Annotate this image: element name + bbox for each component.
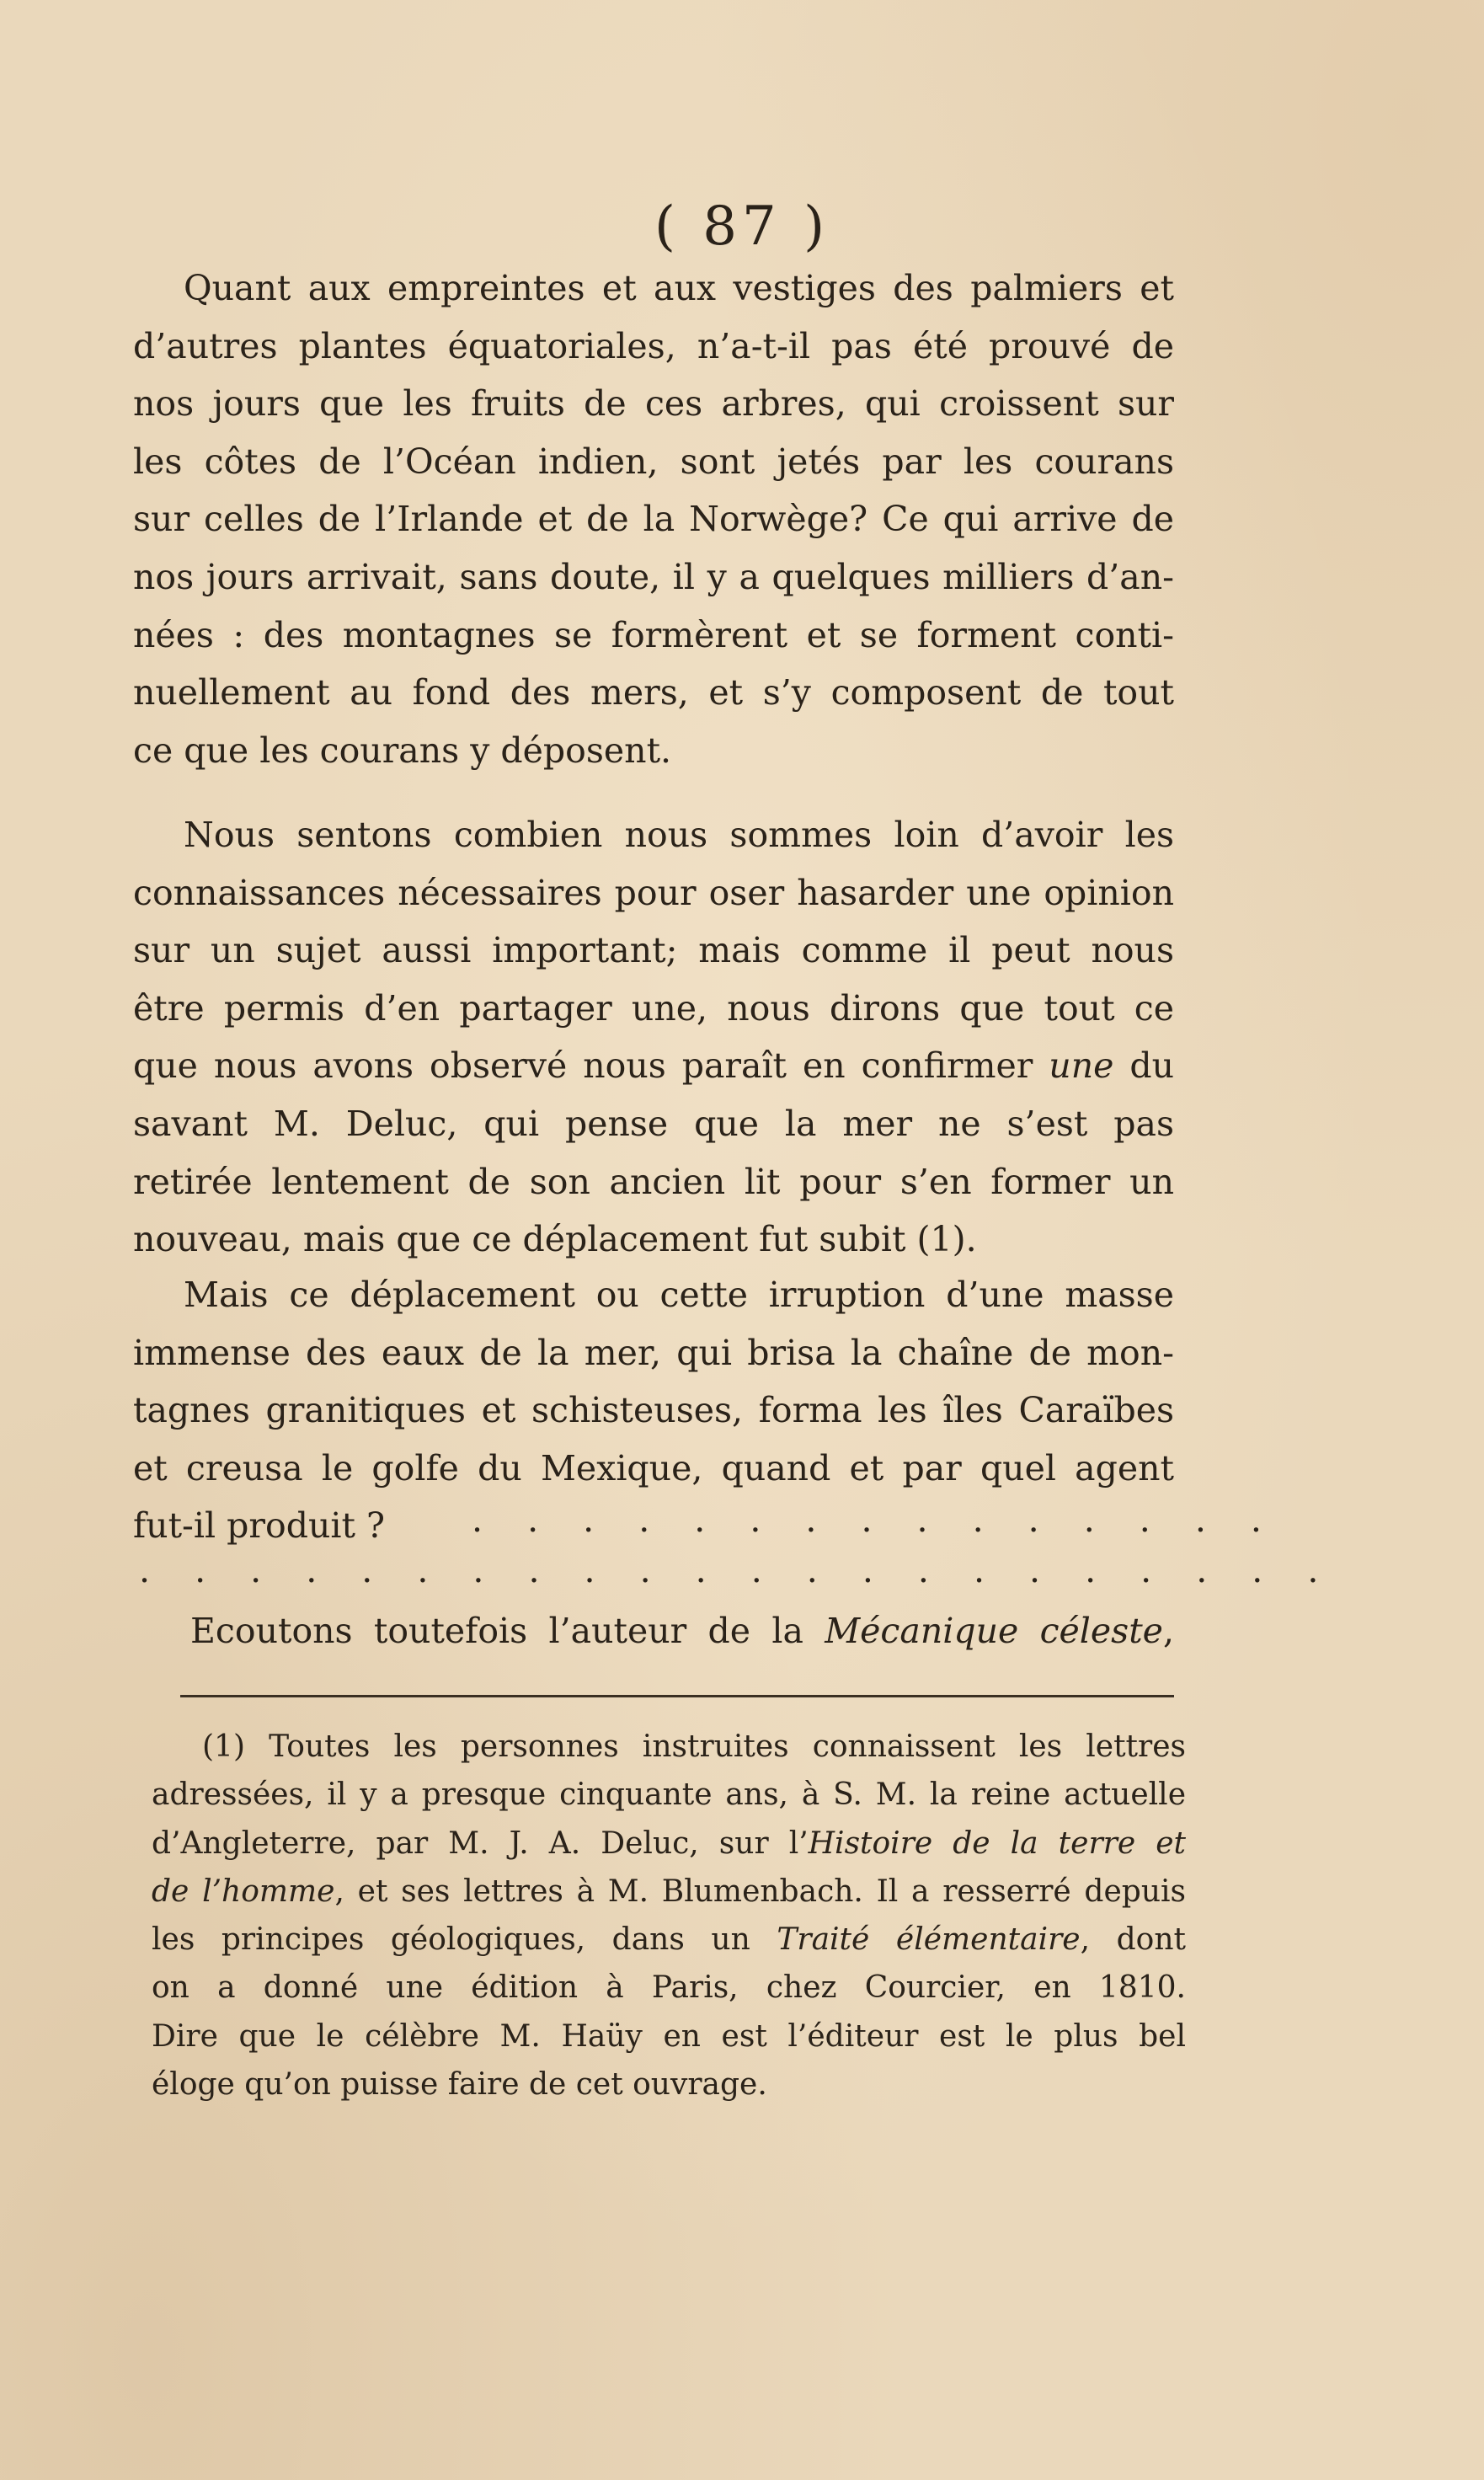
text-span: , et ses lettres à M. Blumenbach. Il a resserré depuis (334, 1873, 1186, 1909)
footnote-line: (1) Toutes les personnes instruites connaissent les lettres (202, 1729, 1186, 1764)
text-line: sur un sujet aussi important; mais comme il peut nous (133, 930, 1174, 971)
italic-title: de l’homme (152, 1873, 335, 1909)
footnote-line: éloge qu’on puisse faire de cet ouvrage. (152, 2067, 767, 2103)
text-line: immense des eaux de la mer, qui brisa la chaîne de mon- (133, 1332, 1174, 1373)
text-line: fut-il produit ? (133, 1505, 385, 1547)
text-span: que nous avons observé nous paraît en confirmer (133, 1045, 1033, 1087)
text-span: , (1162, 1611, 1174, 1651)
footnote-line (152, 1868, 1186, 1916)
footnote (152, 1723, 1186, 2109)
text-line: Mais ce déplacement ou cette irruption d’une masse (184, 1275, 1174, 1315)
paragraph-1 (133, 259, 1174, 779)
italic-title: Mécanique céleste (825, 1611, 1163, 1651)
text-line: d’autres plantes équatoriales, n’a-t-il pas été prouvé de (133, 325, 1174, 366)
text-line (133, 1037, 1174, 1095)
footnote-divider (180, 1695, 1174, 1697)
text-line: retirée lentement de son ancien lit pour s’en former un (133, 1161, 1174, 1202)
closing-line (190, 1611, 1174, 1651)
footnote-line: Dire que le célèbre M. Haüy en est l’éditeur est le plus bel (152, 2018, 1186, 2054)
page-number: ( 87 ) (654, 195, 830, 258)
text-span: les principes géologiques, dans un (152, 1922, 750, 1958)
text-span: , dont (1080, 1922, 1186, 1958)
text-line: sur celles de l’Irlande et de la Norwège? Ce qui arrive de (133, 499, 1174, 540)
text-span: Ecoutons toutefois l’auteur de la (190, 1611, 803, 1651)
text-line: nouveau, mais que ce déplacement fut subit (1). (133, 1219, 977, 1260)
footnote-line: adressées, il y a presque cinquante ans, à S. M. la reine actuelle (152, 1777, 1186, 1813)
text-line: nos jours arrivait, sans doute, il y a quelques milliers d’an- (133, 556, 1174, 597)
ellipsis-dots: . . . . . . . . . . . . . . . (472, 1499, 1278, 1540)
footnote-line (152, 1916, 1186, 1964)
italic-title: Traité élémentaire (777, 1922, 1081, 1958)
text-line: nuellement au fond des mers, et s’y composent de tout (133, 672, 1174, 714)
italic-title: Histoire de la terre et (808, 1825, 1186, 1861)
ellipsis-dots: . . . . . . . . . . . . . . . . . . . . . . (139, 1550, 1336, 1590)
text-span: d’Angleterre, par M. J. A. Deluc, sur l’ (152, 1825, 809, 1861)
text-line: être permis d’en partager une, nous dirons que tout ce (133, 987, 1174, 1029)
text-line: nées : des montagnes se formèrent et se forment conti- (133, 614, 1174, 655)
text-line: connaissances nécessaires pour oser hasarder une opinion (133, 872, 1174, 913)
text-line: Nous sentons combien nous sommes loin d’avoir les (184, 815, 1174, 855)
text-line: ce que les courans y déposent. (133, 730, 672, 771)
text-line: Quant aux empreintes et aux vestiges des palmiers et (184, 268, 1174, 308)
footnote-line: on a donné une édition à Paris, chez Courcier, en 1810. (152, 1970, 1186, 2006)
italic-word: une (1049, 1045, 1114, 1087)
text-line: nos jours que les fruits de ces arbres, qui croissent sur (133, 383, 1174, 425)
footnote-line (152, 1820, 1186, 1868)
text-line: et creusa le golfe du Mexique, quand et par quel agent (133, 1447, 1174, 1489)
text-line: savant M. Deluc, qui pense que la mer ne s’est pas (133, 1103, 1174, 1144)
text-span: du (1129, 1045, 1174, 1087)
text-line: les côtes de l’Océan indien, sont jetés par les courans (133, 441, 1174, 482)
text-line: tagnes granitiques et schisteuses, forma les îles Caraïbes (133, 1390, 1174, 1431)
paragraph-2 (133, 806, 1174, 1269)
